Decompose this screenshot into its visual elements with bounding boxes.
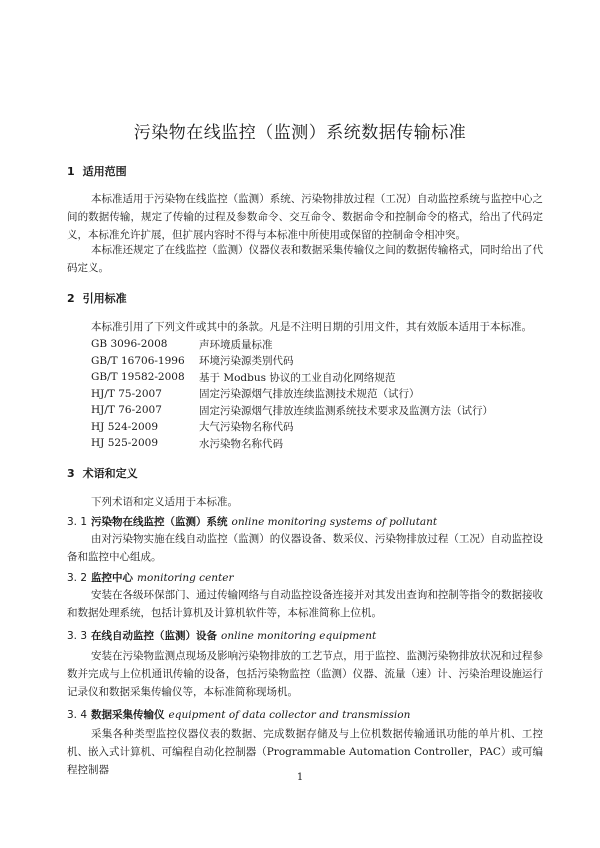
term-number: 3. 4 [67,709,88,721]
term-heading [67,514,437,529]
standard-code: HJ/T 76-2007 [91,404,162,417]
term-definition: 安装在各级环保部门、通过传输网络与自动监控设备连接并对其发出查询和控制等指令的数据接收和数据处理系统，包括计算机及计算机软件等，本标准简称上位机。 [67,589,543,619]
list-item [91,336,493,353]
term-chinese: 在线自动监控（监测）设备 [91,630,218,642]
standard-code: GB/T 16706-1996 [91,354,185,367]
term-chinese: 数据采集传输仪 [91,709,165,721]
page-number: 1 [296,772,304,783]
references-intro: 本标准引用了下列文件或其中的条款。凡是不注明日期的引用文件，其有效版本适用于本标准。 [91,321,532,333]
list-item [91,419,493,436]
term-english: equipment of data collector and transmission [168,709,411,721]
list-item [91,353,493,370]
term-definition: 采集各种类型监控仪器仪表的数据、完成数据存储及与上位机数据传输通讯功能的单片机、工控机、嵌入式计算机、可编程自动化控制器（Programmable Automation Controller，PAC）或可编程控制器 [67,728,543,776]
section-number: 2 [67,292,75,305]
list-item [91,386,493,403]
standard-name: 大气污染物名称代码 [199,421,294,434]
term-definition: 由对污染物实施在线自动监控（监测）的仪器设备、数采仪、污染物排放过程（工况）自动监控设备和监控中心组成。 [67,533,543,563]
standard-name: 固定污染源烟气排放连续监测技术规范（试行） [199,388,420,401]
standard-code: GB 3096-2008 [91,338,168,351]
standard-name: 固定污染源烟气排放连续监测系统技术要求及监测方法（试行） [199,404,493,417]
scope-paragraph-1: 本标准适用于污染物在线监控（监测）系统、污染物排放过程（工况）自动监控系统与监控中心之间的数据传输，规定了传输的过程及参数命令、交互命令、数据命令和控制命令的格式，给出了代码定义，本标准允许扩展，但扩展内容时不得与本标准中所使用或保留的控制命令相冲突。 [67,193,543,241]
section-number: 3 [67,467,75,480]
term-number: 3. 3 [67,630,88,642]
document-title: 污染物在线监控（监测）系统数据传输标准 [133,123,467,143]
section-heading-terms [67,465,138,481]
term-heading [67,707,410,722]
standard-name: 声环境质量标准 [199,338,273,351]
term-heading [67,570,234,585]
list-item [91,369,493,386]
section-heading-scope [67,163,127,179]
term-chinese: 污染物在线监控（监测）系统 [91,516,228,528]
standard-code: HJ 524-2009 [91,420,159,433]
section-title: 术语和定义 [82,467,138,480]
term-number: 3. 1 [67,516,88,528]
section-heading-references [67,290,127,306]
section-title: 适用范围 [82,165,127,178]
standard-code: GB/T 19582-2008 [91,371,185,384]
scope-paragraph-2: 本标准还规定了在线监控（监测）仪器仪表和数据采集传输仪之间的数据传输格式，同时给出了代码定义。 [67,244,543,274]
standard-code: HJ 525-2009 [91,437,159,450]
referenced-standards-list [91,336,493,452]
term-heading [67,628,376,643]
term-english: online monitoring equipment [221,630,377,642]
term-english: monitoring center [137,572,234,584]
term-chinese: 监控中心 [91,572,134,584]
list-item [91,402,493,419]
list-item [91,435,493,452]
standard-code: HJ/T 75-2007 [91,387,162,400]
terms-intro: 下列术语和定义适用于本标准。 [91,496,238,508]
standard-name: 水污染物名称代码 [199,437,283,450]
standard-name: 基于 Modbus 协议的工业自动化网络规范 [199,371,396,384]
term-english: online monitoring systems of pollutant [231,516,438,528]
section-title: 引用标准 [82,292,127,305]
standard-name: 环境污染源类别代码 [199,355,294,368]
term-definition: 安装在污染物监测点现场及影响污染物排放的工艺节点，用于监控、监测污染物排放状况和过程参数并完成与上位机通讯传输的设备，包括污染物监控（监测）仪器、流量（速）计、污染治理设施运行记录仪和数据采集传输仪等，本标准简称现场机。 [67,650,543,698]
section-number: 1 [67,165,75,178]
term-number: 3. 2 [67,572,88,584]
